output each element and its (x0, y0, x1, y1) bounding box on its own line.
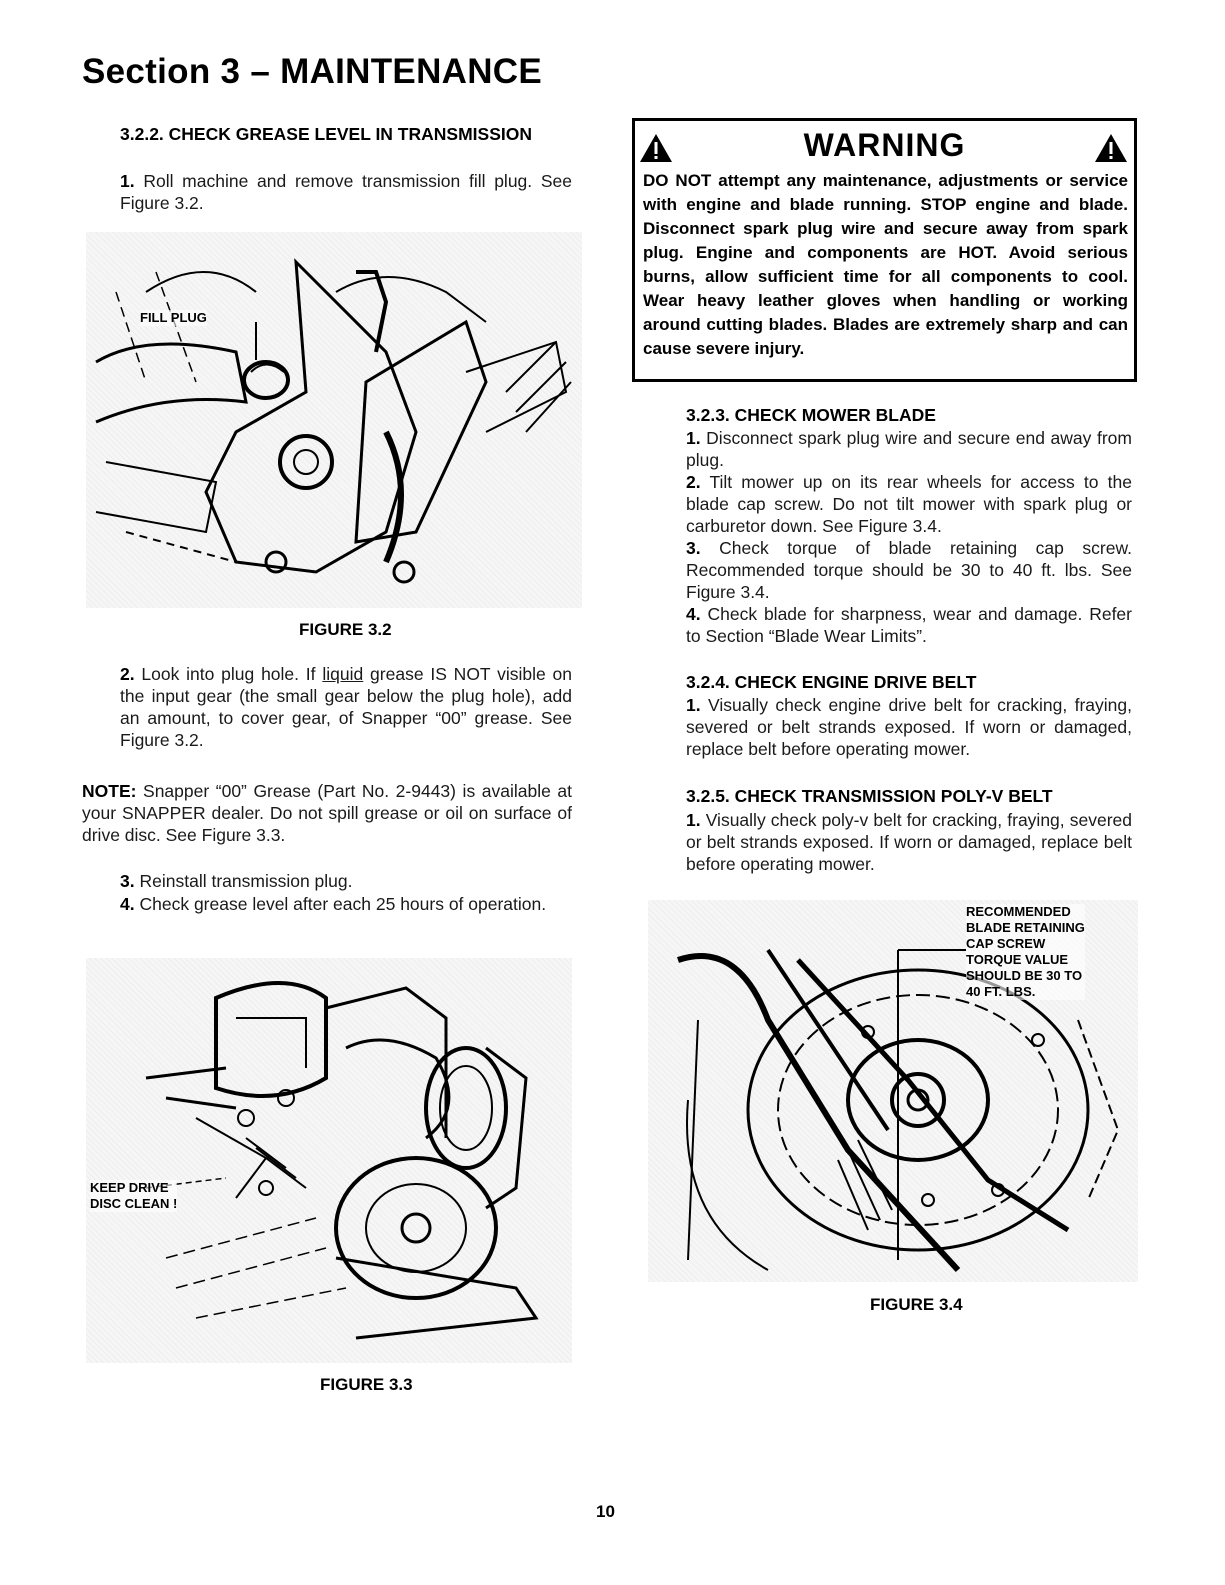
step-number: 4. (120, 894, 135, 914)
keep-drive-disc-clean-label (90, 1180, 177, 1212)
step-number: 4. (686, 604, 701, 624)
page-number: 10 (596, 1502, 615, 1521)
step-number: 1. (120, 171, 135, 191)
step-3-2-3-1 (686, 427, 1132, 471)
step-number: 3. (120, 871, 135, 891)
warning-triangle-icon (1094, 133, 1128, 163)
figure-3-2-illustration (86, 232, 582, 608)
step-3-2-5-1 (686, 809, 1132, 875)
step-number: 1. (686, 695, 701, 715)
step-text: Visually check engine drive belt for cracking, fraying, severed or belt strands exposed. If worn or damaged, replace belt before operating mower. (686, 695, 1132, 759)
step-3-2-3-2 (686, 471, 1132, 537)
step-text: Disconnect spark plug wire and secure end away from plug. (686, 428, 1132, 470)
step-text: Tilt mower up on its rear wheels for access to the blade cap screw. Do not tilt mower with spark plug or carburetor down. See Figure 3.4. (686, 472, 1132, 536)
label-line-1: KEEP DRIVE (90, 1180, 169, 1195)
step-3-2-2-2 (120, 663, 572, 751)
step-text: Reinstall transmission plug. (139, 871, 353, 891)
step-text: Check torque of blade retaining cap screw. Recommended torque should be 30 to 40 ft. lbs. See Figure 3.4. (686, 538, 1132, 602)
step-number: 1. (686, 810, 701, 830)
step-text: Check grease level after each 25 hours of operation. (139, 894, 547, 914)
note-text: Snapper “00” Grease (Part No. 2-9443) is available at your SNAPPER dealer. Do not spill grease or oil on surface of drive disc. See Figure 3.3. (82, 781, 572, 845)
step-3-2-3-3 (686, 537, 1132, 603)
step-number: 2. (120, 664, 135, 684)
section-heading-3-2-4: 3.2.4. CHECK ENGINE DRIVE BELT (686, 672, 977, 692)
figure-3-4-illustration (648, 900, 1138, 1282)
step-text: Roll machine and remove transmission fill plug. See Figure 3.2. (120, 171, 572, 213)
warning-box (632, 118, 1137, 382)
label-line: CAP SCREW (966, 936, 1046, 951)
step-text-post: grease IS NOT visible on the input gear (the small gear below the plug hole), add an amount, to cover gear, of Snapper “00” grease. See Figure 3.2. (120, 664, 573, 750)
step-3-2-3-4 (686, 603, 1132, 647)
step-text-pre: Look into plug hole. If (141, 664, 316, 684)
step-3-2-2-3 (120, 870, 572, 892)
transmission-fill-plug-drawing (86, 232, 582, 608)
label-line: BLADE RETAINING (966, 920, 1085, 935)
warning-title: WARNING (803, 127, 966, 163)
torque-value-label (966, 904, 1085, 1000)
step-3-2-4-1 (686, 694, 1132, 760)
step-text: Check blade for sharpness, wear and damage. Refer to Section “Blade Wear Limits”. (686, 604, 1132, 646)
note-paragraph (82, 780, 572, 846)
drive-disc-drawing (86, 958, 572, 1363)
label-line: RECOMMENDED (966, 904, 1071, 919)
fill-plug-label: FILL PLUG (140, 310, 207, 325)
label-line-2: DISC CLEAN ! (90, 1196, 178, 1211)
label-line: SHOULD BE 30 TO (966, 968, 1083, 983)
warning-text: DO NOT attempt any maintenance, adjustments or service with engine and blade running. STOP engine and blade. Disconnect spark plug wire and secure away from spark plug. Engine and components are HOT. Avoid serious burns, allow sufficient time for all components to cool. Wear heavy leather gloves when handling or working around cutting blades. Blades are extremely sharp and can cause severe injury. (643, 171, 1128, 358)
section-heading-3-2-3: 3.2.3. CHECK MOWER BLADE (686, 405, 936, 425)
note-label: NOTE: (82, 781, 137, 801)
step-3-2-2-1 (120, 170, 572, 214)
step-text: Visually check poly-v belt for cracking, fraying, severed or belt strands exposed. If worn or damaged, replace belt before operating mower. (686, 810, 1132, 874)
step-3-2-2-4 (120, 893, 572, 915)
label-line: 40 FT. LBS. (966, 984, 1036, 999)
figure-3-3-caption: FIGURE 3.3 (320, 1375, 413, 1394)
step-number: 3. (686, 538, 701, 558)
section-3-2-3-steps (686, 427, 1132, 647)
underlined-word: liquid (322, 664, 364, 684)
figure-3-3-illustration (86, 958, 572, 1363)
figure-3-4-caption: FIGURE 3.4 (870, 1295, 963, 1314)
figure-3-2-caption: FIGURE 3.2 (299, 620, 392, 639)
section-heading-3-2-5: 3.2.5. CHECK TRANSMISSION POLY-V BELT (686, 786, 1053, 806)
page-title: Section 3 – MAINTENANCE (82, 52, 543, 91)
label-line: TORQUE VALUE (966, 952, 1069, 967)
section-heading-3-2-2: 3.2.2. CHECK GREASE LEVEL IN TRANSMISSION (120, 124, 532, 144)
step-number: 1. (686, 428, 701, 448)
step-number: 2. (686, 472, 701, 492)
